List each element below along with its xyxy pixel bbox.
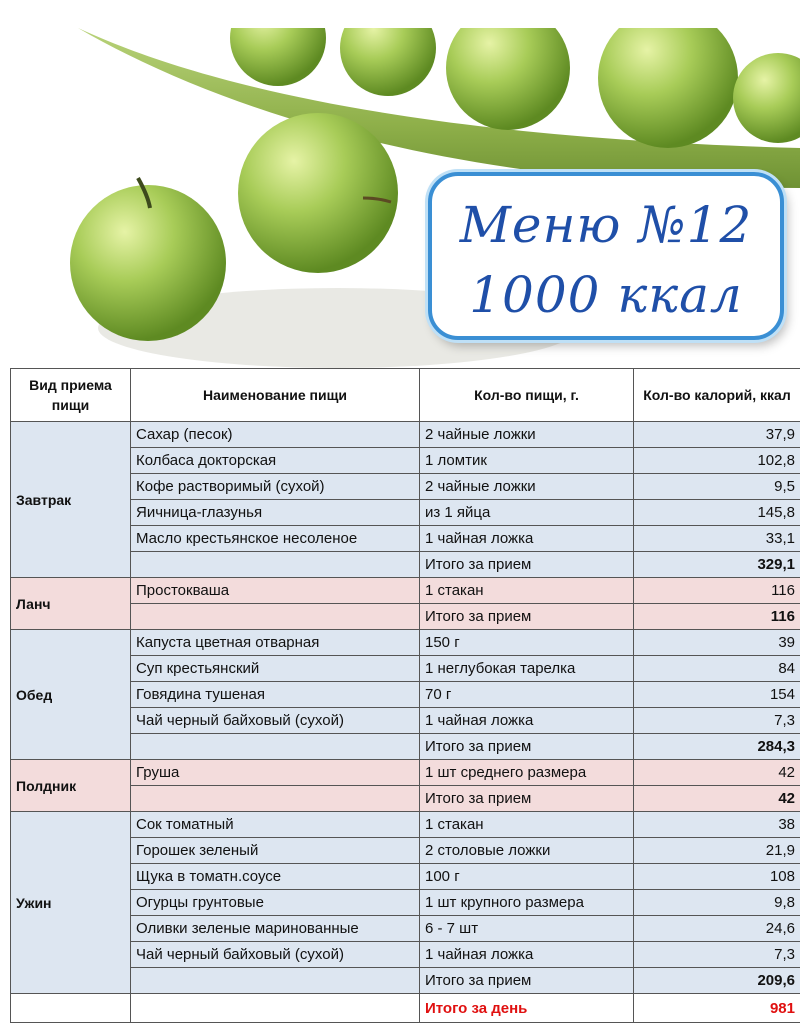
- table-row: [11, 760, 800, 786]
- kcal-cell: 37,9: [634, 422, 800, 448]
- amount-cell: 100 г: [420, 864, 634, 890]
- header-food: Наименование пищи: [131, 369, 420, 422]
- kcal-cell: 9,5: [634, 474, 800, 500]
- amount-cell: 1 неглубокая тарелка: [420, 656, 634, 682]
- amount-cell: 1 чайная ложка: [420, 708, 634, 734]
- amount-cell: 150 г: [420, 630, 634, 656]
- food-cell: Огурцы грунтовые: [131, 890, 420, 916]
- kcal-cell: 84: [634, 656, 800, 682]
- header-amount: Кол-во пищи, г.: [420, 369, 634, 422]
- empty-cell: [131, 786, 420, 812]
- table-row: [11, 578, 800, 604]
- amount-cell: 1 шт среднего размера: [420, 760, 634, 786]
- subtotal-label: Итого за прием: [420, 968, 634, 994]
- pea-left: [70, 185, 226, 341]
- subtotal-value: 329,1: [634, 552, 800, 578]
- kcal-cell: 145,8: [634, 500, 800, 526]
- empty-cell: [131, 968, 420, 994]
- amount-cell: из 1 яйца: [420, 500, 634, 526]
- table-row: [11, 630, 800, 656]
- food-cell: Чай черный байховый (сухой): [131, 708, 420, 734]
- kcal-cell: 33,1: [634, 526, 800, 552]
- subtotal-label: Итого за прием: [420, 604, 634, 630]
- meal-dinner: Обед: [11, 630, 131, 760]
- kcal-cell: 9,8: [634, 890, 800, 916]
- food-cell: Кофе растворимый (сухой): [131, 474, 420, 500]
- menu-table: [10, 368, 800, 1023]
- empty-cell: [11, 994, 131, 1023]
- menu-title-card: [428, 172, 784, 340]
- food-cell: Колбаса докторская: [131, 448, 420, 474]
- amount-cell: 1 чайная ложка: [420, 526, 634, 552]
- menu-calorie-target: 1000 ккал: [469, 266, 743, 324]
- food-cell: Говядина тушеная: [131, 682, 420, 708]
- kcal-cell: 21,9: [634, 838, 800, 864]
- food-cell: Яичница-глазунья: [131, 500, 420, 526]
- day-total-row: [11, 994, 800, 1023]
- food-cell: Груша: [131, 760, 420, 786]
- food-cell: Масло крестьянское несоленое: [131, 526, 420, 552]
- subtotal-label: Итого за прием: [420, 552, 634, 578]
- meal-breakfast: Завтрак: [11, 422, 131, 578]
- amount-cell: 70 г: [420, 682, 634, 708]
- table-row: [11, 422, 800, 448]
- kcal-cell: 39: [634, 630, 800, 656]
- header-calories: Кол-во калорий, ккал: [634, 369, 800, 422]
- amount-cell: 1 ломтик: [420, 448, 634, 474]
- subtotal-value: 284,3: [634, 734, 800, 760]
- amount-cell: 1 шт крупного размера: [420, 890, 634, 916]
- subtotal-value: 209,6: [634, 968, 800, 994]
- amount-cell: 1 стакан: [420, 812, 634, 838]
- food-cell: Сахар (песок): [131, 422, 420, 448]
- subtotal-label: Итого за прием: [420, 786, 634, 812]
- amount-cell: 1 стакан: [420, 578, 634, 604]
- food-cell: Горошек зеленый: [131, 838, 420, 864]
- food-cell: Капуста цветная отварная: [131, 630, 420, 656]
- subtotal-value: 116: [634, 604, 800, 630]
- amount-cell: 1 чайная ложка: [420, 942, 634, 968]
- food-cell: Чай черный байховый (сухой): [131, 942, 420, 968]
- amount-cell: 2 столовые ложки: [420, 838, 634, 864]
- day-total-value: 981: [634, 994, 800, 1023]
- food-cell: Суп крестьянский: [131, 656, 420, 682]
- meal-lunch: Ланч: [11, 578, 131, 630]
- kcal-cell: 42: [634, 760, 800, 786]
- kcal-cell: 154: [634, 682, 800, 708]
- subtotal-value: 42: [634, 786, 800, 812]
- meal-supper: Ужин: [11, 812, 131, 994]
- food-cell: Сок томатный: [131, 812, 420, 838]
- pea-center: [238, 113, 398, 273]
- kcal-cell: 7,3: [634, 708, 800, 734]
- food-cell: Щука в томатн.соусе: [131, 864, 420, 890]
- kcal-cell: 24,6: [634, 916, 800, 942]
- empty-cell: [131, 994, 420, 1023]
- amount-cell: 6 - 7 шт: [420, 916, 634, 942]
- kcal-cell: 38: [634, 812, 800, 838]
- table-header-row: [11, 369, 800, 422]
- food-cell: Оливки зеленые маринованные: [131, 916, 420, 942]
- meal-afternoon-snack: Полдник: [11, 760, 131, 812]
- empty-cell: [131, 604, 420, 630]
- kcal-cell: 102,8: [634, 448, 800, 474]
- subtotal-label: Итого за прием: [420, 734, 634, 760]
- empty-cell: [131, 552, 420, 578]
- header-meal: Вид приема пищи: [11, 369, 131, 422]
- amount-cell: 2 чайные ложки: [420, 474, 634, 500]
- day-total-label: Итого за день: [420, 994, 634, 1023]
- empty-cell: [131, 734, 420, 760]
- amount-cell: 2 чайные ложки: [420, 422, 634, 448]
- menu-title: Меню №12: [459, 196, 753, 254]
- kcal-cell: 7,3: [634, 942, 800, 968]
- table-row: [11, 812, 800, 838]
- food-cell: Простокваша: [131, 578, 420, 604]
- kcal-cell: 108: [634, 864, 800, 890]
- kcal-cell: 116: [634, 578, 800, 604]
